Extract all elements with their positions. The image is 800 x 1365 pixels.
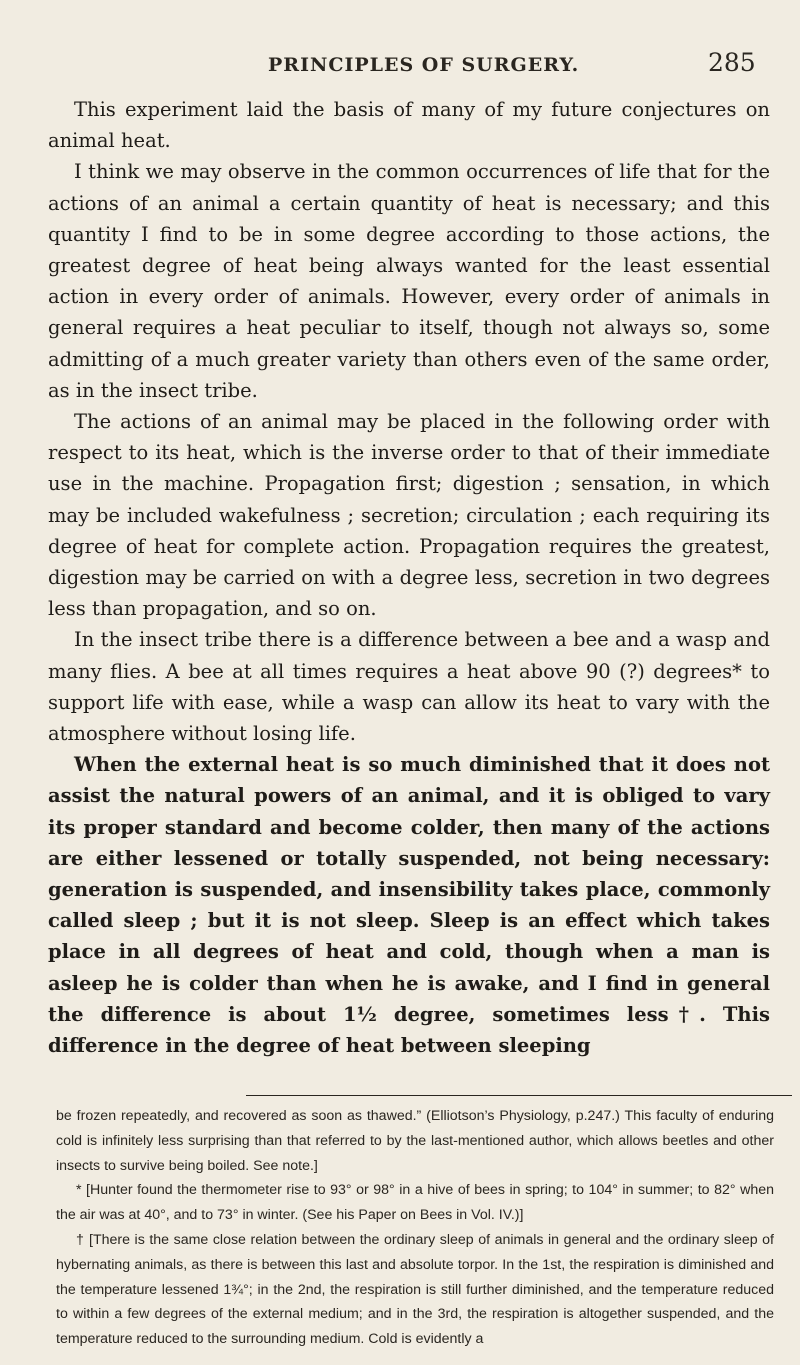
footnotes xyxy=(56,1104,774,1352)
paragraph: I think we may observe in the common occurrences of life that for the actions of an animal a certain quantity of heat is necessary; and this quantity I find to be in some degree according to those actions, the greatest degree of heat being always wanted for the least essential action in every order of animals. However, every order of animals in general requires a heat peculiar to itself, though not always so, some admitting of a much greater variety than others even of the same order, as in the insect tribe. xyxy=(48,160,770,402)
footnote: * [Hunter found the thermometer rise to 93° or 98° in a hive of bees in spring; to 104° in summer; to 82° when the air was at 40°, and to 73° in winter. (See his Paper on Bees in Vol. IV.)] xyxy=(56,1182,774,1224)
paragraph: In the insect tribe there is a difference between a bee and a wasp and many flies. A bee at all times requires a heat above 90 (?) degrees* to support life with ease, while a wasp can allow its heat to vary with the atmosphere without losing life. xyxy=(48,628,770,746)
body-text xyxy=(48,94,770,1061)
footnote: be frozen repeatedly, and recovered as soon as thawed.” (Elliotson’s Physiology, p.247.) This faculty of enduring cold is infinitely less surprising than that referred to by the last-mentioned author, which allows beetles and other insects to survive being boiled. See note.] xyxy=(56,1108,774,1174)
paragraph: When the external heat is so much diminished that it does not assist the natural powers of an animal, and it is obliged to vary its proper standard and become colder, then many of the actions are either lessened or totally suspended, not being necessary: generation is suspended, and insensibility takes place, commonly called sleep ; but it is not sleep. Sleep is an effect which takes place in all degrees of heat and cold, though when a man is asleep he is colder than when he is awake, and I find in general the difference is about 1½ degree, sometimes less†. This difference in the degree of heat between sleeping xyxy=(48,753,770,1058)
footnote-divider xyxy=(246,1095,792,1096)
paragraph: This experiment laid the basis of many of my future conjectures on animal heat. xyxy=(48,98,770,153)
page-header xyxy=(0,48,800,88)
running-head: PRINCIPLES OF SURGERY. xyxy=(268,54,580,76)
paragraph: The actions of an animal may be placed in the following order with respect to its heat, which is the inverse order to that of their immediate use in the machine. Propagation first; digestion ; sensation, in which may be included wakefulness ; secretion; circulation ; each requiring its degree of heat for complete action. Propagation requires the greatest, digestion may be carried on with a degree less, secretion in two degrees less than propagation, and so on. xyxy=(48,410,770,621)
footnote: † [There is the same close relation between the ordinary sleep of animals in general and the ordinary sleep of hybernating animals, as there is between this last and absolute torpor. In the 1st, the respiration is diminished and the temperature lessened 1¾°; in the 2nd, the respiration is still further diminished, and the temperature reduced to within a few degrees of the external medium; and in the 3rd, the respiration is altogether suspended, and the temperature reduced to the surrounding medium. Cold is evidently a xyxy=(56,1231,774,1348)
page-number: 285 xyxy=(708,48,756,77)
